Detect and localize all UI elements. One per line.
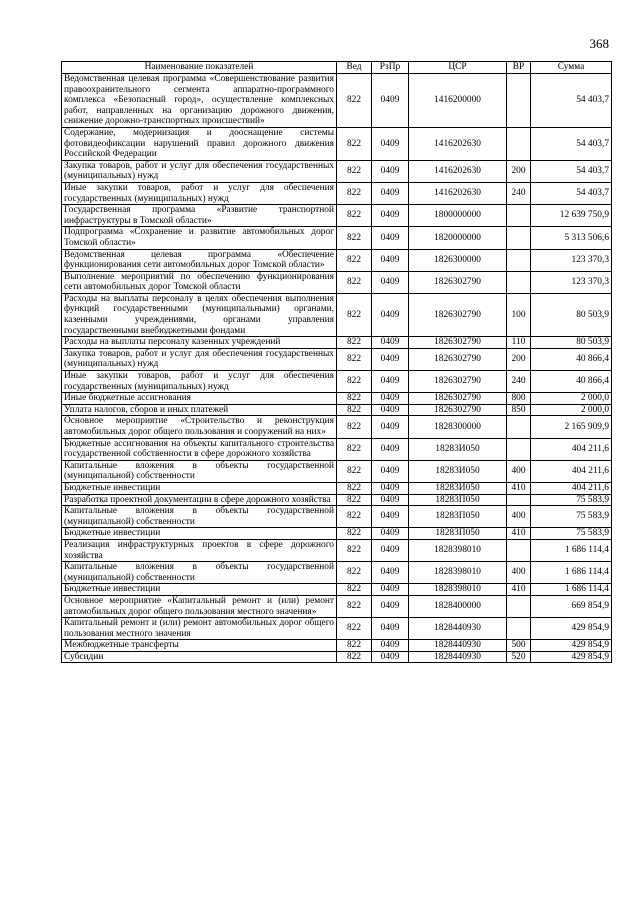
row-vr: 400 — [507, 562, 531, 584]
row-sum: 669 854,9 — [531, 595, 612, 617]
row-csr: 18283И050 — [409, 438, 507, 460]
row-rzpr: 0409 — [372, 337, 409, 349]
row-vr — [507, 127, 531, 160]
row-rzpr: 0409 — [372, 562, 409, 584]
row-name: Иные закупки товаров, работ и услуг для обеспечения государственных (муниципальных) нужд — [62, 182, 337, 204]
row-vr: 410 — [507, 528, 531, 540]
row-ved: 822 — [337, 584, 372, 596]
table-row — [62, 205, 612, 227]
row-vr — [507, 618, 531, 640]
row-csr: 18283П050 — [409, 506, 507, 528]
row-rzpr: 0409 — [372, 438, 409, 460]
row-vr: 410 — [507, 482, 531, 494]
row-vr — [507, 249, 531, 271]
row-sum: 2 165 909,9 — [531, 416, 612, 438]
table-row — [62, 160, 612, 182]
row-sum: 404 211,6 — [531, 438, 612, 460]
table-row — [62, 618, 612, 640]
row-ved: 822 — [337, 640, 372, 652]
row-name: Иные бюджетные ассигнования — [62, 393, 337, 405]
row-sum: 75 583,9 — [531, 528, 612, 540]
row-ved: 822 — [337, 371, 372, 393]
row-rzpr: 0409 — [372, 584, 409, 596]
row-vr — [507, 227, 531, 249]
row-rzpr: 0409 — [372, 127, 409, 160]
row-vr — [507, 271, 531, 293]
row-name: Закупка товаров, работ и услуг для обеспечения государственных (муниципальных) нужд — [62, 348, 337, 370]
table-row — [62, 438, 612, 460]
row-csr: 1826302790 — [409, 271, 507, 293]
row-vr — [507, 416, 531, 438]
row-vr: 410 — [507, 584, 531, 596]
row-sum: 5 313 506,6 — [531, 227, 612, 249]
table-row — [62, 506, 612, 528]
row-rzpr: 0409 — [372, 160, 409, 182]
table-row — [62, 74, 612, 128]
table-row — [62, 640, 612, 652]
row-name: Капитальные вложения в объекты государственной (муниципальной) собственности — [62, 562, 337, 584]
row-rzpr: 0409 — [372, 271, 409, 293]
row-sum: 80 503,9 — [531, 337, 612, 349]
row-vr — [507, 494, 531, 506]
row-rzpr: 0409 — [372, 618, 409, 640]
row-ved: 822 — [337, 160, 372, 182]
row-sum: 123 370,3 — [531, 249, 612, 271]
row-csr: 1826302790 — [409, 404, 507, 416]
row-name: Закупка товаров, работ и услуг для обеспечения государственных (муниципальных) нужд — [62, 160, 337, 182]
row-sum: 80 503,9 — [531, 293, 612, 336]
header-sum: Сумма — [531, 62, 612, 74]
row-ved: 822 — [337, 127, 372, 160]
row-rzpr: 0409 — [372, 460, 409, 482]
row-rzpr: 0409 — [372, 182, 409, 204]
row-ved: 822 — [337, 562, 372, 584]
table-row — [62, 404, 612, 416]
row-csr: 18283И050 — [409, 482, 507, 494]
row-csr: 1800000000 — [409, 205, 507, 227]
row-rzpr: 0409 — [372, 249, 409, 271]
row-ved: 822 — [337, 404, 372, 416]
row-ved: 822 — [337, 74, 372, 128]
row-sum: 429 854,9 — [531, 640, 612, 652]
row-rzpr: 0409 — [372, 293, 409, 336]
row-vr: 520 — [507, 651, 531, 663]
row-name: Ведомственная целевая программа «Обеспечение функционирования сети автомобильных дорог Томской области» — [62, 249, 337, 271]
table-row — [62, 539, 612, 561]
row-name: Основное мероприятие «Капитальный ремонт и (или) ремонт автомобильных дорог общего пользования местного значения» — [62, 595, 337, 617]
table-row — [62, 460, 612, 482]
table-body — [62, 74, 612, 663]
row-sum: 54 403,7 — [531, 182, 612, 204]
row-rzpr: 0409 — [372, 651, 409, 663]
row-csr: 18283П050 — [409, 494, 507, 506]
row-csr: 1416202630 — [409, 160, 507, 182]
row-vr — [507, 438, 531, 460]
header-csr: ЦСР — [409, 62, 507, 74]
row-ved: 822 — [337, 393, 372, 405]
row-sum: 75 583,9 — [531, 506, 612, 528]
header-vr: ВР — [507, 62, 531, 74]
row-name: Расходы на выплаты персоналу казенных учреждений — [62, 337, 337, 349]
row-name: Капитальные вложения в объекты государственной (муниципальной) собственности — [62, 460, 337, 482]
row-csr: 1416202630 — [409, 127, 507, 160]
row-csr: 1826302790 — [409, 371, 507, 393]
table-row — [62, 249, 612, 271]
row-rzpr: 0409 — [372, 539, 409, 561]
table-row — [62, 528, 612, 540]
table-row — [62, 127, 612, 160]
row-sum: 2 000,0 — [531, 393, 612, 405]
header-row — [62, 62, 612, 74]
row-rzpr: 0409 — [372, 371, 409, 393]
row-sum: 1 686 114,4 — [531, 539, 612, 561]
row-name: Подпрограмма «Сохранение и развитие автомобильных дорог Томской области» — [62, 227, 337, 249]
row-name: Бюджетные ассигнования на объекты капитального строительства государственной собственности в сфере дорожного хозяйства — [62, 438, 337, 460]
row-vr — [507, 539, 531, 561]
row-sum: 40 866,4 — [531, 348, 612, 370]
table-row — [62, 393, 612, 405]
row-csr: 1826302790 — [409, 393, 507, 405]
row-csr: 1826302790 — [409, 293, 507, 336]
row-name: Разработка проектной документации в сфере дорожного хозяйства — [62, 494, 337, 506]
table-row — [62, 371, 612, 393]
table-row — [62, 227, 612, 249]
row-name: Расходы на выплаты персоналу в целях обеспечения выполнения функций государственными (муниципальными) органами, казенными учреждениями, органами управления государственными внебюджетными фондами — [62, 293, 337, 336]
row-csr: 18283И050 — [409, 460, 507, 482]
row-ved: 822 — [337, 337, 372, 349]
row-sum: 1 686 114,4 — [531, 562, 612, 584]
table-row — [62, 584, 612, 596]
row-vr: 400 — [507, 460, 531, 482]
table-row — [62, 293, 612, 336]
row-name: Капитальный ремонт и (или) ремонт автомобильных дорог общего пользования местного значения — [62, 618, 337, 640]
row-name: Уплата налогов, сборов и иных платежей — [62, 404, 337, 416]
row-csr: 1828400000 — [409, 595, 507, 617]
row-sum: 54 403,7 — [531, 74, 612, 128]
header-rzpr: РзПр — [372, 62, 409, 74]
row-sum: 404 211,6 — [531, 460, 612, 482]
row-name: Капитальные вложения в объекты государственной (муниципальной) собственности — [62, 506, 337, 528]
row-sum: 54 403,7 — [531, 127, 612, 160]
row-csr: 1828300000 — [409, 416, 507, 438]
budget-table — [61, 61, 612, 663]
table-row — [62, 348, 612, 370]
row-ved: 822 — [337, 460, 372, 482]
row-csr: 1828440930 — [409, 651, 507, 663]
row-vr: 400 — [507, 506, 531, 528]
row-name: Государственная программа «Развитие транспортной инфраструктуры в Томской области» — [62, 205, 337, 227]
row-ved: 822 — [337, 271, 372, 293]
row-sum: 54 403,7 — [531, 160, 612, 182]
row-ved: 822 — [337, 528, 372, 540]
row-ved: 822 — [337, 293, 372, 336]
row-csr: 1828440930 — [409, 640, 507, 652]
row-rzpr: 0409 — [372, 528, 409, 540]
row-vr: 240 — [507, 182, 531, 204]
row-vr: 110 — [507, 337, 531, 349]
table-row — [62, 482, 612, 494]
row-csr: 1828398010 — [409, 539, 507, 561]
row-csr: 1820000000 — [409, 227, 507, 249]
row-sum: 429 854,9 — [531, 618, 612, 640]
row-sum: 1 686 114,4 — [531, 584, 612, 596]
row-ved: 822 — [337, 416, 372, 438]
row-vr: 500 — [507, 640, 531, 652]
row-vr: 800 — [507, 393, 531, 405]
row-name: Субсидии — [62, 651, 337, 663]
row-ved: 822 — [337, 595, 372, 617]
row-sum: 123 370,3 — [531, 271, 612, 293]
row-ved: 822 — [337, 249, 372, 271]
row-vr: 200 — [507, 160, 531, 182]
table-row — [62, 494, 612, 506]
row-vr: 100 — [507, 293, 531, 336]
table-row — [62, 271, 612, 293]
table-row — [62, 416, 612, 438]
row-ved: 822 — [337, 506, 372, 528]
header-name: Наименование показателей — [62, 62, 337, 74]
row-sum: 404 211,6 — [531, 482, 612, 494]
row-csr: 1828398010 — [409, 584, 507, 596]
row-vr — [507, 595, 531, 617]
row-name: Выполнение мероприятий по обеспечению функционирования сети автомобильных дорог Томской области — [62, 271, 337, 293]
row-ved: 822 — [337, 348, 372, 370]
row-name: Содержание, модернизация и дооснащение системы фотовидеофиксации нарушений правил дорожного движения Российской Федерации — [62, 127, 337, 160]
row-sum: 75 583,9 — [531, 494, 612, 506]
row-name: Основное мероприятие «Строительство и реконструкция автомобильных дорог общего пользования и сооружений на них» — [62, 416, 337, 438]
row-name: Ведомственная целевая программа «Совершенствование развития правоохранительного сегмента аппаратно-программного комплекса «Безопасный город», осуществление комплексных работ, направленных на организацию дорожного движения, снижение дорожно-транспортных происшествий» — [62, 74, 337, 128]
row-rzpr: 0409 — [372, 227, 409, 249]
row-ved: 822 — [337, 494, 372, 506]
row-name: Бюджетные инвестиции — [62, 482, 337, 494]
table-row — [62, 595, 612, 617]
row-csr: 1828398010 — [409, 562, 507, 584]
row-rzpr: 0409 — [372, 640, 409, 652]
row-name: Реализация инфраструктурных проектов в сфере дорожного хозяйства — [62, 539, 337, 561]
row-ved: 822 — [337, 618, 372, 640]
row-rzpr: 0409 — [372, 74, 409, 128]
row-name: Бюджетные инвестиции — [62, 584, 337, 596]
row-sum: 12 639 750,9 — [531, 205, 612, 227]
row-rzpr: 0409 — [372, 404, 409, 416]
row-rzpr: 0409 — [372, 393, 409, 405]
header-ved: Вед — [337, 62, 372, 74]
page-number: 368 — [589, 36, 609, 51]
row-rzpr: 0409 — [372, 595, 409, 617]
row-rzpr: 0409 — [372, 205, 409, 227]
row-csr: 18283П050 — [409, 528, 507, 540]
row-name: Межбюджетные трансферты — [62, 640, 337, 652]
table-row — [62, 562, 612, 584]
row-ved: 822 — [337, 539, 372, 561]
row-rzpr: 0409 — [372, 482, 409, 494]
row-csr: 1826302790 — [409, 348, 507, 370]
row-rzpr: 0409 — [372, 348, 409, 370]
row-ved: 822 — [337, 205, 372, 227]
row-csr: 1826302790 — [409, 337, 507, 349]
table-row — [62, 337, 612, 349]
row-csr: 1826300000 — [409, 249, 507, 271]
row-vr: 240 — [507, 371, 531, 393]
row-rzpr: 0409 — [372, 494, 409, 506]
row-vr: 200 — [507, 348, 531, 370]
row-name: Иные закупки товаров, работ и услуг для обеспечения государственных (муниципальных) нужд — [62, 371, 337, 393]
row-ved: 822 — [337, 227, 372, 249]
row-rzpr: 0409 — [372, 416, 409, 438]
row-ved: 822 — [337, 438, 372, 460]
row-ved: 822 — [337, 651, 372, 663]
table-row — [62, 651, 612, 663]
row-ved: 822 — [337, 182, 372, 204]
row-ved: 822 — [337, 482, 372, 494]
row-rzpr: 0409 — [372, 506, 409, 528]
row-vr — [507, 205, 531, 227]
row-csr: 1828440930 — [409, 618, 507, 640]
row-sum: 429 854,9 — [531, 651, 612, 663]
row-name: Бюджетные инвестиции — [62, 528, 337, 540]
row-sum: 2 000,0 — [531, 404, 612, 416]
row-vr — [507, 74, 531, 128]
row-csr: 1416200000 — [409, 74, 507, 128]
row-sum: 40 866,4 — [531, 371, 612, 393]
table-row — [62, 182, 612, 204]
row-csr: 1416202630 — [409, 182, 507, 204]
row-vr: 850 — [507, 404, 531, 416]
